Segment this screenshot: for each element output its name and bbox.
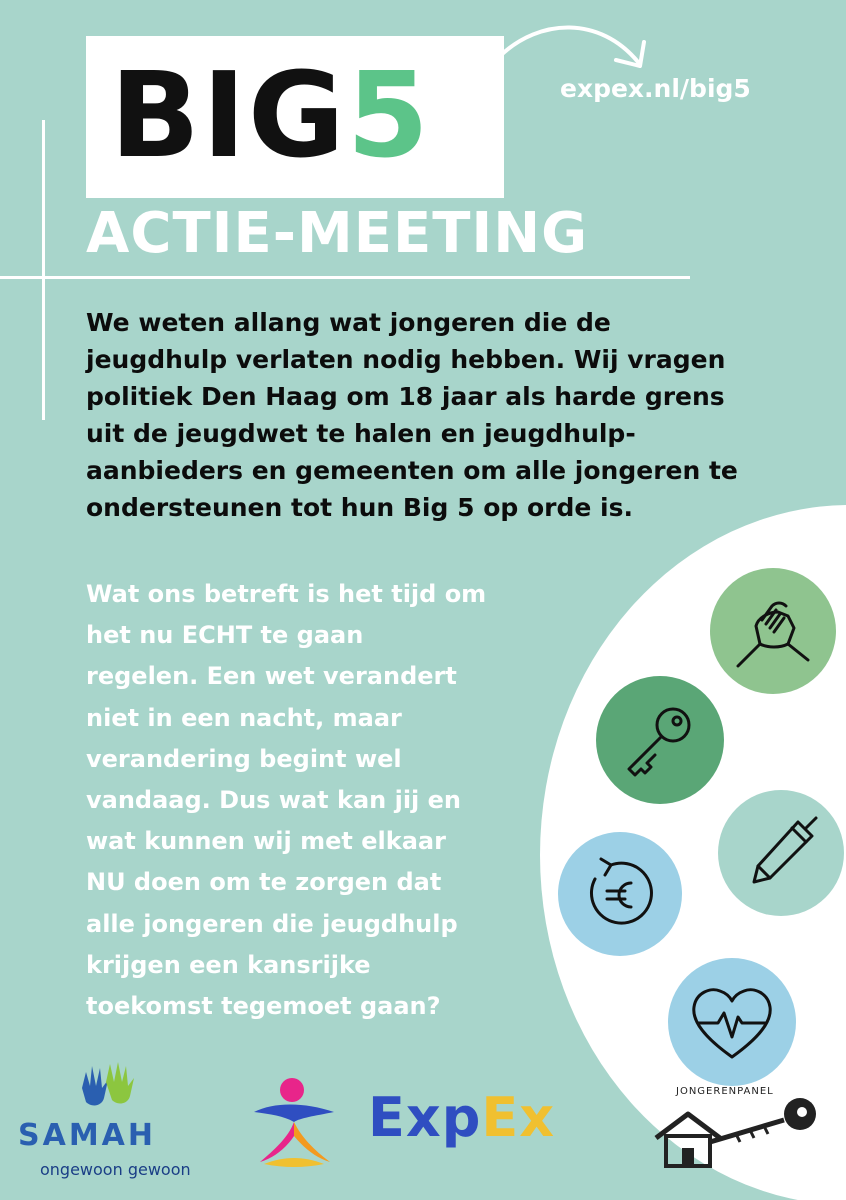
- intro-line: uit de jeugdwet te halen en jeugdhulp-: [86, 419, 636, 448]
- intro-line: aanbieders en gemeenten om alle jongeren te: [86, 456, 738, 485]
- body-line: alle jongeren die jeugdhulp: [86, 909, 458, 938]
- intro-line: jeugdhulp verlaten nodig hebben. Wij vragen: [86, 345, 726, 374]
- body-line: regelen. Een wet verandert: [86, 662, 457, 691]
- jongerenpanel-label: JONGERENPANEL: [676, 1086, 774, 1097]
- logo-five: 5: [346, 46, 431, 184]
- big5-logo: [86, 36, 504, 198]
- website-link[interactable]: expex.nl/big5: [560, 74, 751, 103]
- body-line: toekomst tegemoet gaan?: [86, 992, 441, 1021]
- big5-logo-text: [110, 46, 431, 184]
- horizontal-divider: [0, 276, 690, 279]
- samah-tagline: ongewoon gewoon: [40, 1160, 191, 1179]
- expex-part-blue: Exp: [368, 1086, 482, 1149]
- house-key-logo-icon: [654, 1094, 834, 1172]
- pen-icon: [718, 790, 844, 916]
- body-line: wat kunnen wij met elkaar: [86, 827, 446, 856]
- body-line: verandering begint wel: [86, 744, 402, 773]
- intro-line: politiek Den Haag om 18 jaar als harde grens: [86, 382, 725, 411]
- logo-big: BIG: [110, 46, 347, 184]
- vertical-divider: [42, 120, 45, 420]
- poster-title: ACTIE-MEETING: [86, 201, 589, 266]
- person-figure-logo-icon: [244, 1072, 344, 1172]
- expex-part-yellow: Ex: [481, 1086, 556, 1149]
- heart-pulse-icon: [668, 958, 796, 1086]
- body-line: NU doen om te zorgen dat: [86, 868, 442, 897]
- call-to-action-paragraph: [86, 574, 546, 1027]
- expex-logo-text: [368, 1082, 555, 1154]
- euro-cycle-icon: [558, 832, 682, 956]
- intro-paragraph: [86, 304, 786, 526]
- samah-logo-text: SAMAH: [18, 1118, 157, 1153]
- body-line: vandaag. Dus wat kan jij en: [86, 786, 461, 815]
- body-line: Wat ons betreft is het tijd om: [86, 580, 487, 608]
- body-line: het nu ECHT te gaan: [86, 621, 364, 650]
- body-line: niet in een nacht, maar: [86, 703, 402, 732]
- body-line: krijgen een kansrijke: [86, 950, 371, 979]
- intro-line: We weten allang wat jongeren die de: [86, 308, 611, 337]
- samah-hands-icon: [78, 1058, 138, 1114]
- key-icon: [596, 676, 724, 804]
- intro-line: ondersteunen tot hun Big 5 op orde is.: [86, 493, 633, 522]
- handshake-icon: [710, 568, 836, 694]
